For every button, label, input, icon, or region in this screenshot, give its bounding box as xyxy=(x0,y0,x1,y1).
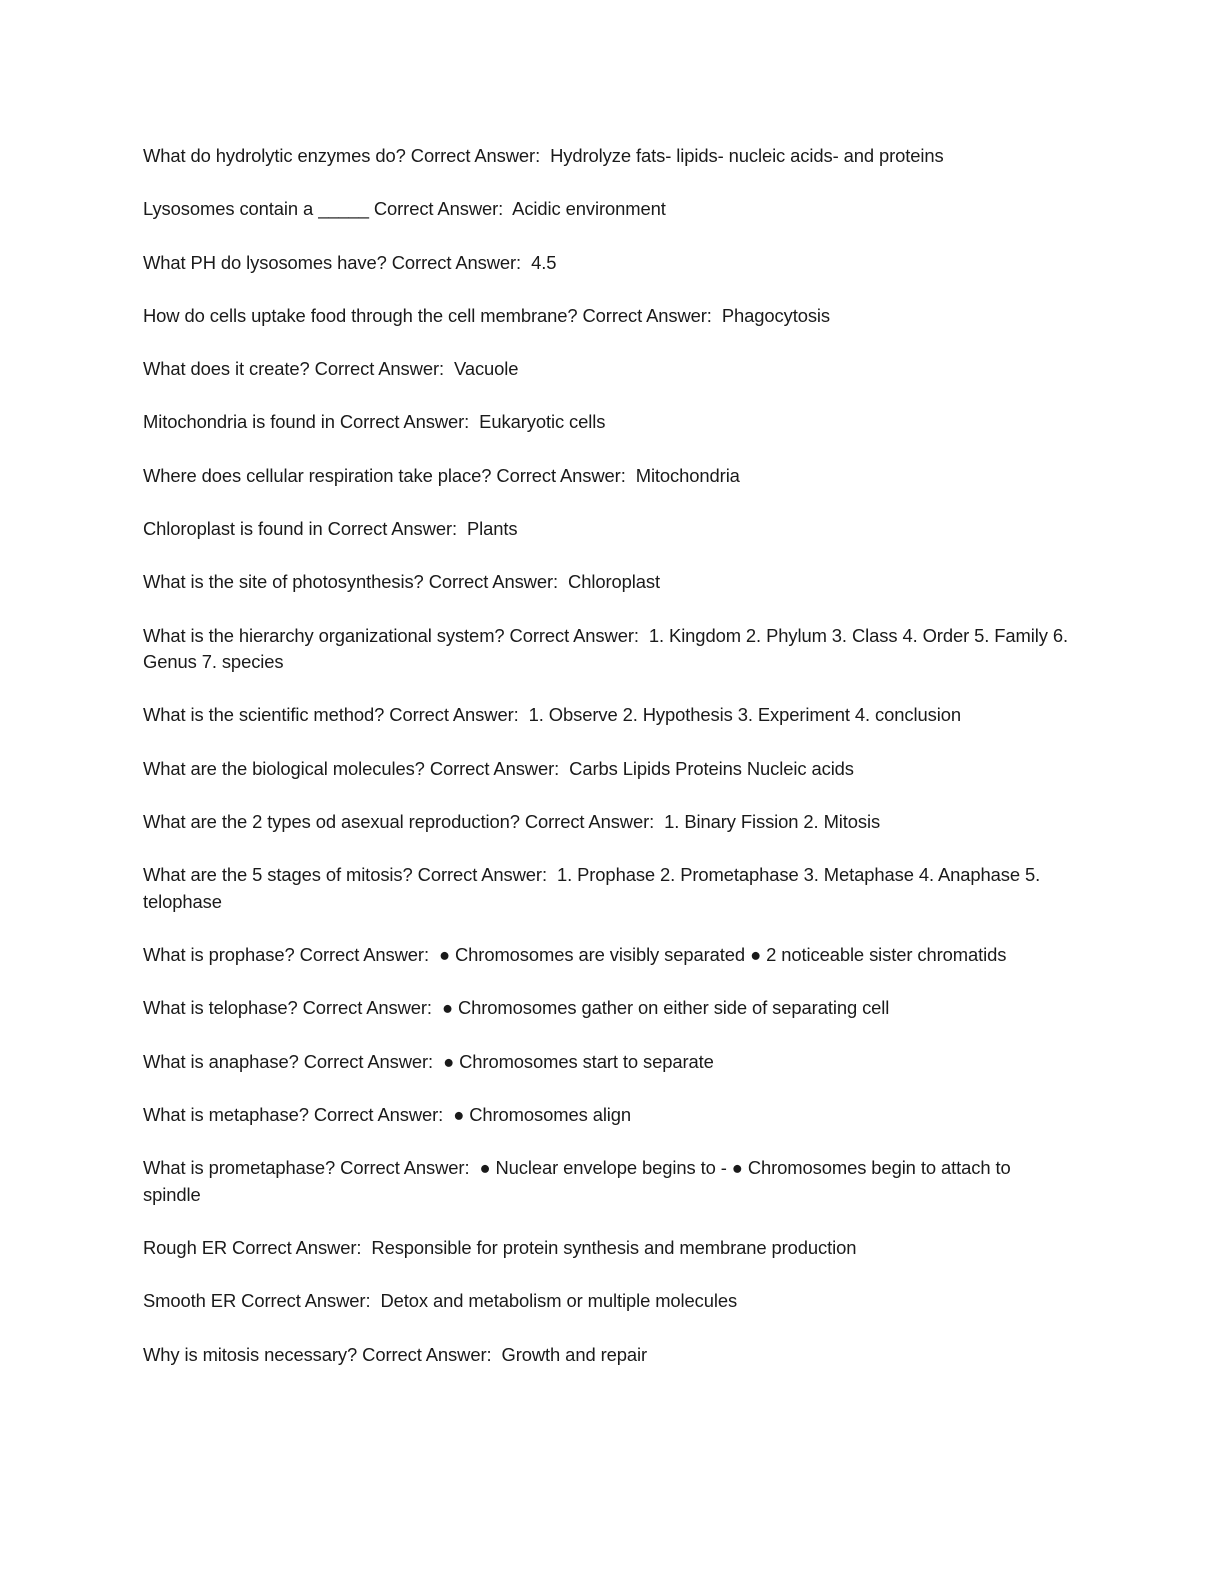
qa-item-anaphase: What is anaphase? Correct Answer: ● Chromosomes start to separate xyxy=(143,1050,714,1072)
qa-item-rough-er: Rough ER Correct Answer: Responsible for protein synthesis and membrane production xyxy=(143,1237,857,1259)
qa-item-lysosome-ph: What PH do lysosomes have? Correct Answer: 4.5 xyxy=(143,251,557,273)
qa-item-hydrolytic-enzymes: What do hydrolytic enzymes do? Correct Answer: Hydrolyze fats- lipids- nucleic acids- and proteins xyxy=(143,145,944,166)
qa-item-prometaphase: What is prometaphase? Correct Answer: ● Nuclear envelope begins to - ● Chromosomes begin to attach to spindle xyxy=(143,1157,1016,1205)
qa-item-hierarchy-system: What is the hierarchy organizational system? Correct Answer: 1. Kingdom 2. Phylum 3. Class 4. Order 5. Family 6. Genus 7. species xyxy=(143,624,1073,673)
qa-item-chloroplast-found: Chloroplast is found in Correct Answer: Plants xyxy=(143,518,518,540)
qa-item-biological-molecules: What are the biological molecules? Correct Answer: Carbs Lipids Proteins Nucleic acids xyxy=(143,757,854,779)
qa-item-lysosomes-contain: Lysosomes contain a _____ Correct Answer: Acidic environment xyxy=(143,198,666,220)
qa-item-smooth-er: Smooth ER Correct Answer: Detox and metabolism or multiple molecules xyxy=(143,1290,738,1312)
qa-item-mitosis-stages: What are the 5 stages of mitosis? Correct Answer: 1. Prophase 2. Prometaphase 3. Metaphase 4. Anaphase 5. telophase xyxy=(143,864,1046,912)
qa-item-photosynthesis-site: What is the site of photosynthesis? Correct Answer: Chloroplast xyxy=(143,571,660,593)
qa-item-cellular-respiration: Where does cellular respiration take place? Correct Answer: Mitochondria xyxy=(143,464,740,486)
qa-item-asexual-reproduction: What are the 2 types od asexual reproduction? Correct Answer: 1. Binary Fission 2. Mitosis xyxy=(143,811,881,833)
qa-item-scientific-method: What is the scientific method? Correct Answer: 1. Observe 2. Hypothesis 3. Experiment 4. conclusion xyxy=(143,704,961,726)
qa-list xyxy=(143,143,1073,1395)
qa-item-mitochondria-found: Mitochondria is found in Correct Answer: Eukaryotic cells xyxy=(143,411,606,433)
qa-item-mitosis-necessary: Why is mitosis necessary? Correct Answer: Growth and repair xyxy=(143,1343,647,1365)
qa-item-what-it-creates: What does it create? Correct Answer: Vacuole xyxy=(143,358,519,380)
qa-item-food-uptake: How do cells uptake food through the cell membrane? Correct Answer: Phagocytosis xyxy=(143,304,831,326)
qa-item-telophase: What is telophase? Correct Answer: ● Chromosomes gather on either side of separating cell xyxy=(143,997,890,1019)
qa-item-prophase: What is prophase? Correct Answer: ● Chromosomes are visibly separated ● 2 noticeable sister chromatids xyxy=(143,944,1007,966)
qa-item-metaphase: What is metaphase? Correct Answer: ● Chromosomes align xyxy=(143,1104,632,1126)
